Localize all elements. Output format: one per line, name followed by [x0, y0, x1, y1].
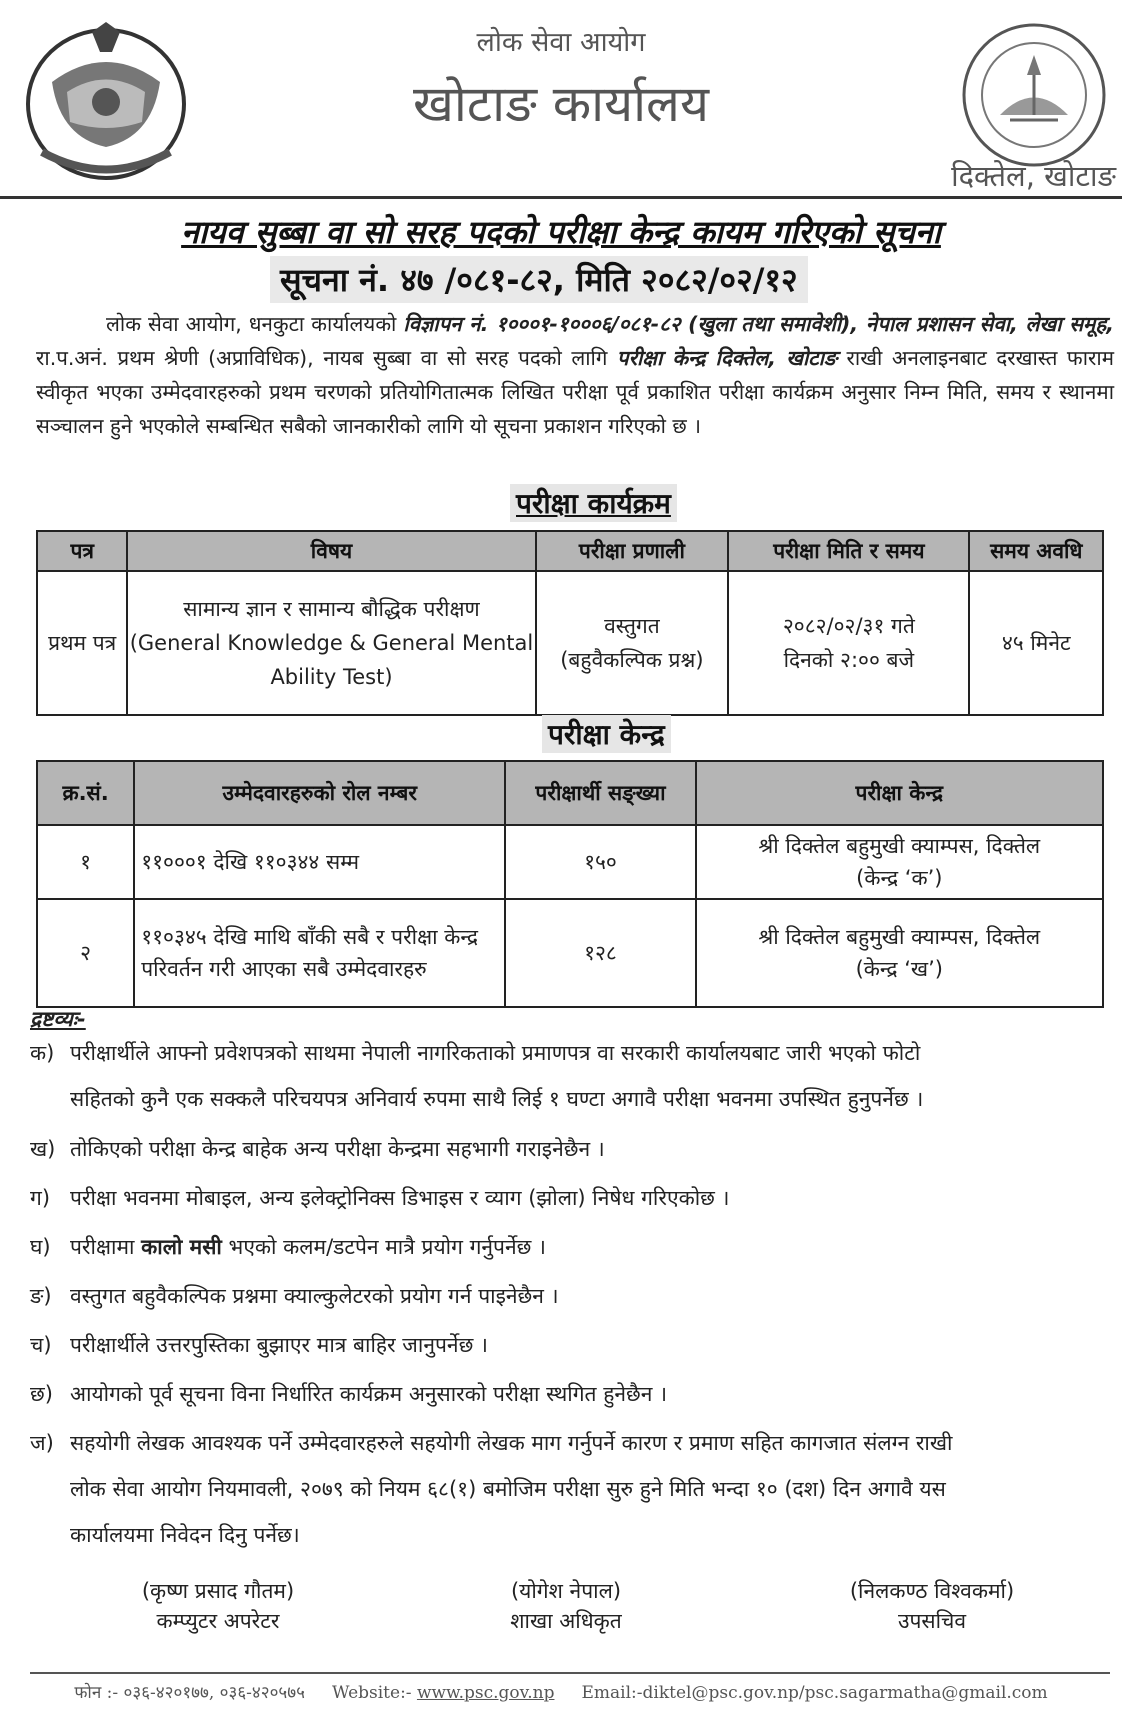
website-link[interactable]: www.psc.gov.np: [416, 1683, 555, 1703]
column-header: परीक्षा केन्द्र: [696, 761, 1103, 825]
note-item: ज) सहयोगी लेखक आवश्यक पर्ने उम्मेदवारहरुले सहयोगी लेखक माग गर्नुपर्ने कारण र प्रमाण सहित कागजात संलग्न राखी लोक सेवा आयोग नियमावली, २०७९ को नियम ६८(१) बमोजिम परीक्षा सुरु हुने मिति भन्दा १० (दश) दिन अगावै यस कार्यालयमा निवेदन दिनु पर्नेछ।: [30, 1431, 953, 1547]
commission-name: लोक सेवा आयोग: [476, 27, 646, 58]
footer-contact: फोन :- ०३६-४२०१७७, ०३६-४२०५७५ Website:- www.psc.gov.np Email:-diktel@psc.gov.np/psc.sagarmatha@gmail.com: [74, 1683, 1048, 1703]
signature-block: (निलकण्ठ विश्वकर्मा) उपसचिव: [849, 1579, 1015, 1633]
notice-number: सूचना नं. ४७ /०८१-८२, मिति २०८२/०२/१२: [270, 256, 808, 303]
signature-block: (कृष्ण प्रसाद गौतम) कम्प्युटर अपरेटर: [141, 1579, 295, 1633]
column-header: पत्र: [37, 531, 127, 571]
duration-cell: ४५ मिनेट: [969, 571, 1103, 715]
notes-heading: द्रष्टव्यः-: [30, 1007, 86, 1031]
table-row: २ ११०३४५ देखि माथि बाँकी सबै र परीक्षा केन्द्र परिवर्तन गरी आएका सबै उम्मेदवारहरु १२८ श्री दिक्तेल बहुमुखी क्याम्पस, दिक्तेल (केन्द्र ‘ख’): [37, 899, 1103, 1007]
schedule-table: [36, 530, 1104, 716]
note-item: ग) परीक्षा भवनमा मोबाइल, अन्य इलेक्ट्रोनिक्स डिभाइस र व्याग (झोला) निषेध गरिएकोछ ।: [30, 1186, 730, 1210]
column-header: परीक्षा मिति र समय: [728, 531, 969, 571]
centers-heading: परीक्षा केन्द्र: [542, 715, 671, 753]
notice-intro: लोक सेवा आयोग, धनकुटा कार्यालयको विज्ञापन नं. १०००१-१०००६/०८१-८२ (खुला तथा समावेशी), नेपाल प्रशासन सेवा, लेखा समूह, रा.प.अनं. प्रथम श्रेणी (अप्राविधिक), नायब सुब्बा वा सो सरह पदको लागि परीक्षा केन्द्र दिक्तेल, खोटाङ राखी अनलाइनबाट दरखास्त फाराम स्वीकृत भएका उम्मेदवारहरुको प्रथम चरणको प्रतियोगितात्मक लिखित परीक्षा पूर्व प्रकाशित परीक्षा कार्यक्रम अनुसार निम्न मिति, समय र स्थानमा सञ्चालन हुने भएकोले सम्बन्धित सबैको जानकारीको लागि यो सूचना प्रकाशन गरिएको छ ।: [36, 312, 1115, 438]
subject-cell: सामान्य ज्ञान र सामान्य बौद्धिक परीक्षण (General Knowledge & General Mental Ability Test): [127, 571, 535, 715]
note-item: च) परीक्षार्थीले उत्तरपुस्तिका बुझाएर मात्र बाहिर जानुपर्नेछ ।: [30, 1333, 488, 1357]
note-item: घ) परीक्षामा कालो मसी भएको कलम/डटपेन मात्रै प्रयोग गर्नुपर्नेछ ।: [30, 1235, 546, 1259]
paper-cell: प्रथम पत्र: [37, 571, 127, 715]
note-item: ङ) वस्तुगत बहुवैकल्पिक प्रश्नमा क्याल्कुलेटरको प्रयोग गर्न पाइनेछैन ।: [30, 1284, 559, 1308]
psc-seal-logo: [955, 20, 1113, 170]
centers-table: [36, 760, 1104, 1008]
column-header: परीक्षार्थी सङ्ख्या: [505, 761, 695, 825]
table-row: [37, 571, 1103, 715]
footer-divider: [30, 1672, 1110, 1674]
column-header: क्र.सं.: [37, 761, 134, 825]
column-header: परीक्षा प्रणाली: [536, 531, 729, 571]
system-cell: वस्तुगत (बहुवैकल्पिक प्रश्न): [536, 571, 729, 715]
column-header: समय अवधि: [969, 531, 1103, 571]
note-item: छ) आयोगको पूर्व सूचना विना निर्धारित कार्यक्रम अनुसारको परीक्षा स्थगित हुनेछैन ।: [30, 1382, 668, 1406]
table-row: १ ११०००१ देखि ११०३४४ सम्म १५० श्री दिक्तेल बहुमुखी क्याम्पस, दिक्तेल (केन्द्र ‘क’): [37, 825, 1103, 899]
column-header: विषय: [127, 531, 535, 571]
office-name: खोटाङ कार्यालय: [413, 75, 709, 133]
note-item: क) परीक्षार्थीले आफ्नो प्रवेशपत्रको साथमा नेपाली नागरिकताको प्रमाणपत्र वा सरकारी कार्यालयबाट जारी भएको फोटो सहितको कुनै एक सक्कलै परिचयपत्र अनिवार्य रुपमा साथै लिई १ घण्टा अगावै परीक्षा भवनमा उपस्थित हुनुपर्नेछ ।: [30, 1041, 924, 1111]
office-location: दिक्तेल, खोटाङ: [951, 159, 1116, 193]
schedule-heading: परीक्षा कार्यक्रम: [510, 484, 677, 522]
column-header: उम्मेदवारहरुको रोल नम्बर: [134, 761, 505, 825]
email-text: diktel@psc.gov.np/psc.sagarmatha@gmail.com: [642, 1683, 1048, 1703]
date-cell: २०८२/०२/३१ गते दिनको २:०० बजे: [728, 571, 969, 715]
notice-title: नायव सुब्बा वा सो सरह पदको परीक्षा केन्द्र कायम गरिएको सूचना: [181, 213, 941, 251]
signature-block: (योगेश नेपाल) शाखा अधिकृत: [510, 1579, 622, 1633]
header-divider: [0, 196, 1122, 199]
note-item: ख) तोकिएको परीक्षा केन्द्र बाहेक अन्य परीक्षा केन्द्रमा सहभागी गराइनेछैन ।: [30, 1137, 605, 1161]
